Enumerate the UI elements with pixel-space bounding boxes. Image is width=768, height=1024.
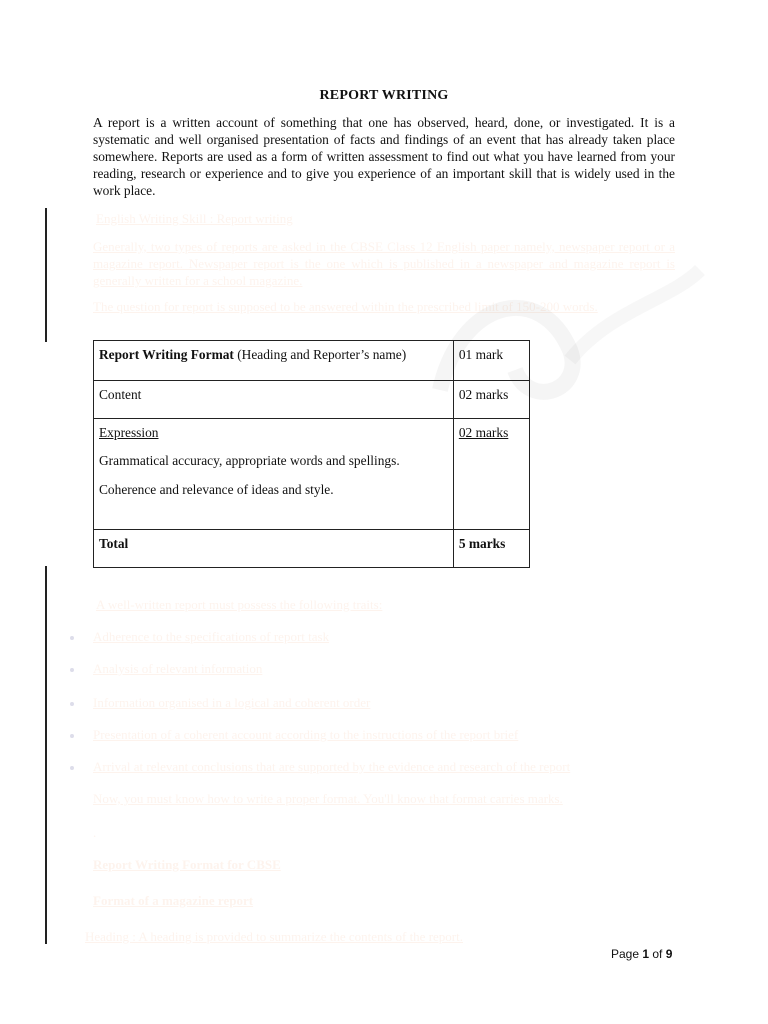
margin-change-bar [45,208,47,342]
bullet-dot [70,734,74,738]
faint-heading: English Writing Skill : Report writing [96,211,293,226]
criterion-label: Report Writing Format [99,347,234,362]
margin-change-bar [45,566,47,944]
faint-bullet-item: Arrival at relevant conclusions that are supported by the evidence and research of the report [93,759,571,774]
marking-scheme-table [93,340,530,568]
faint-subheading: Format of a magazine report [93,893,254,908]
faint-section-heading: Report Writing Format for CBSE [93,857,281,872]
criterion-cell: Content [94,381,454,419]
faint-bullet-item: Analysis of relevant information [93,661,263,676]
criterion-cell [94,341,454,381]
faint-bullet-item: Information organised in a logical and coherent order [93,695,371,710]
of-label: of [649,947,666,961]
bullet-dot [70,668,74,672]
marks-cell: 02 marks [453,381,529,419]
marks-cell: 01 mark [453,341,529,381]
total-pages: 9 [665,947,673,961]
criterion-cell [94,419,454,530]
criterion-detail: Grammatical accuracy, appropriate words and spellings. [99,453,400,468]
faint-bullet-item: Adherence to the specifications of report task [93,629,330,644]
total-label-cell: Total [94,530,454,568]
faint-bullet-item: Presentation of a coherent account according to the instructions of the report brief [93,727,519,742]
marks-cell: 02 marks [453,419,529,530]
intro-paragraph: A report is a written account of something that one has observed, heard, done, or investigated. It is a systematic and well organised presentation of facts and findings of an event that has already taken place somewhere. Reports are used as a form of written assessment to find out what you have learned from your reading, research or experience and to give you experience of an important skill that is widely used in the work place. [93,115,675,198]
faint-paragraph: Generally, two types of reports are asked in the CBSE Class 12 English paper namely, newspaper report or a magazine report. Newspaper report is the one which is published in a newspaper and magazine report is generally written for a school magazine. [93,239,675,288]
page-title: REPORT WRITING [319,88,449,103]
faint-heading-line: Heading : A heading is provided to summarize the contents of the report. [85,929,463,944]
faint-dot: . [93,825,97,840]
total-marks-cell: 5 marks [453,530,529,568]
table-row [94,381,530,419]
criterion-detail: (Heading and Reporter’s name) [233,347,407,362]
current-page: 1 [642,947,650,961]
table-row [94,341,530,381]
faint-note: Now, you must know how to write a proper format. You'll know that format carries marks. [93,791,563,806]
bullet-dot [70,636,74,640]
bullet-dot [70,702,74,706]
table-row [94,530,530,568]
bullet-dot [70,766,74,770]
page-label: Page [611,947,643,961]
faint-paragraph: The question for report is supposed to be answered within the prescribed limit of 150-200 words. [93,299,598,314]
criterion-label: Expression [99,425,159,440]
faint-paragraph: A well-written report must possess the following traits: [96,597,383,612]
table-row [94,419,530,530]
page-number [611,947,672,961]
criterion-detail: Coherence and relevance of ideas and style. [99,482,334,497]
